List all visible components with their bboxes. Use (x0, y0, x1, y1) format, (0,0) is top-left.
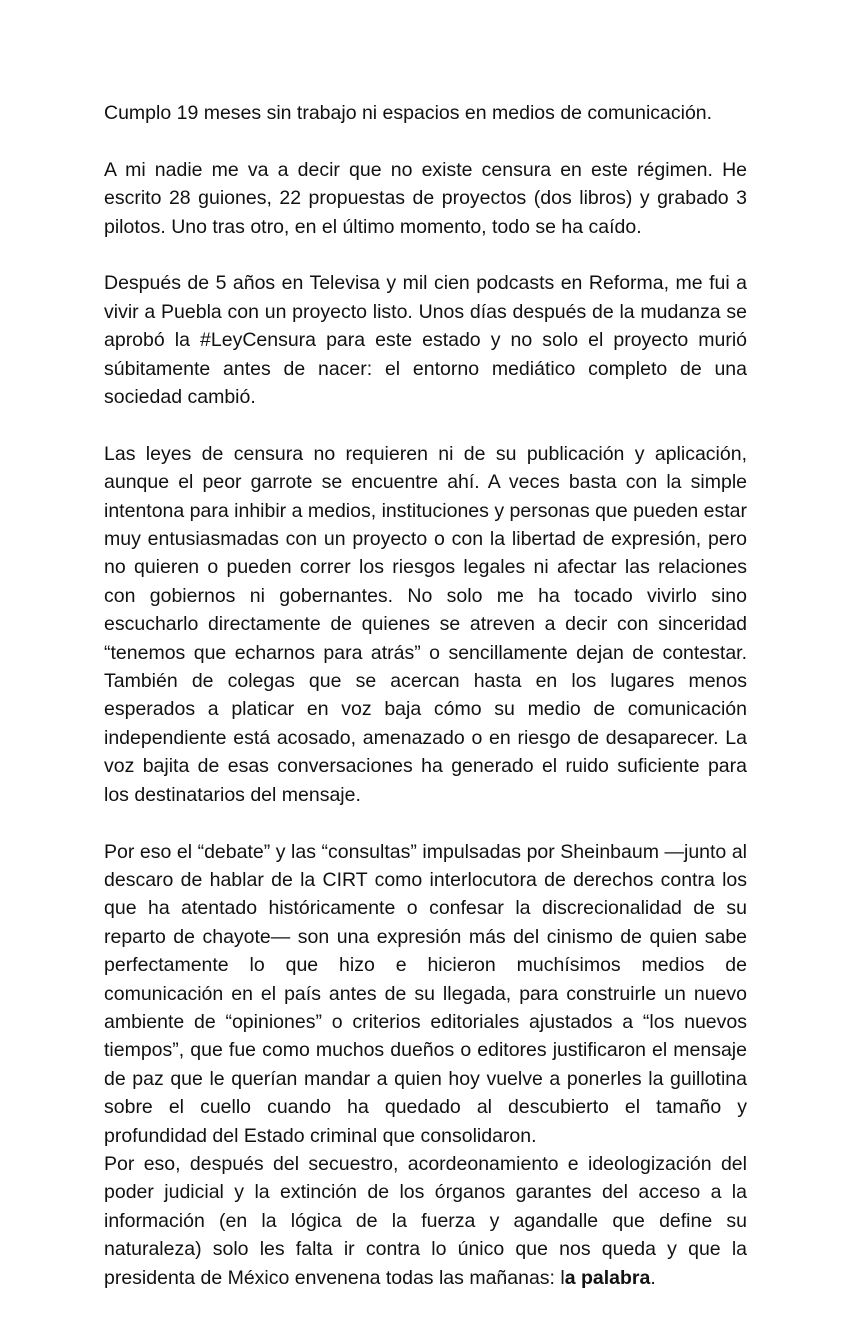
paragraph-1: Cumplo 19 meses sin trabajo ni espacios en medios de comunicación. (104, 102, 713, 124)
paragraph-5: Por eso el “debate” y las “consultas” impulsadas por Sheinbaum —junto al descaro de hablar de la CIRT como interlocutora de derechos contra los que ha atentado históricamente o confesar la discrecionalidad de su reparto de chayote— son una expresión más del cinismo de quien sabe perfectamente lo que hizo e hicieron muchísimos medios de comunicación en el país antes de su llegada, para construirle un nuevo ambiente de “opiniones” o criterios editoriales ajustados a “los nuevos tiempos”, que fue como muchos dueños o editores justificaron el mensaje de paz que le querían mandar a quien hoy vuelve a ponerles la guillotina sobre el cuello cuando ha quedado al descubierto el tamaño y profundidad del Estado criminal que consolidaron. (104, 840, 747, 1147)
paragraph-6-text: Por eso, después del secuestro, acordeonamiento e ideologización del poder judicial y la extinción de los órganos garantes del acceso a la información (en la lógica de la fuerza y agandalle que define su naturaleza) solo les falta ir contra lo único que nos queda y que la presidenta de México envenena todas las mañanas: l (104, 1152, 747, 1289)
paragraph-4: Las leyes de censura no requieren ni de su publicación y aplicación, aunque el peor garrote se encuentre ahí. A veces basta con la simple intentona para inhibir a medios, instituciones y personas que pueden estar muy entusiasmadas con un proyecto o con la libertad de expresión, pero no quieren o pueden correr los riesgos legales ni afectar las relaciones con gobiernos ni gobernantes. No solo me ha tocado vivirlo sino escucharlo directamente de quienes se atreven a decir con sinceridad “tenemos que echarnos para atrás” o sencillamente dejan de contestar. También de colegas que se acercan hasta en los lugares menos esperados a platicar en voz baja cómo su medio de comunicación independiente está acosado, amenazado o en riesgo de desaparecer. La voz bajita de esas conversaciones ha generado el ruido suficiente para los destinatarios del mensaje. (104, 442, 747, 806)
paragraph-6-end: . (650, 1266, 656, 1289)
paragraph-3: Después de 5 años en Televisa y mil cien podcasts en Reforma, me fui a vivir a Puebla con un proyecto listo. Unos días después de la mudanza se aprobó la #LeyCensura para este estado y no solo el proyecto murió súbitamente antes de nacer: el entorno mediático completo de una sociedad cambió. (104, 272, 747, 409)
paragraph-6 (104, 1150, 747, 1292)
paragraph-6-bold: a palabra (564, 1266, 651, 1289)
paragraph-2: A mi nadie me va a decir que no existe censura en este régimen. He escrito 28 guiones, 22 propuestas de proyectos (dos libros) y grabado 3 pilotos. Uno tras otro, en el último momento, todo se ha caído. (104, 158, 747, 238)
document-page (104, 99, 747, 1320)
